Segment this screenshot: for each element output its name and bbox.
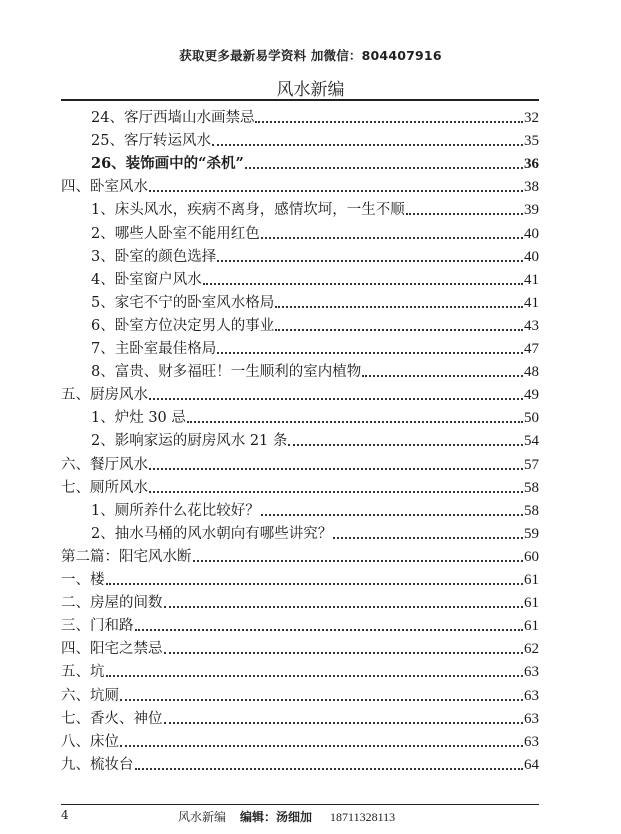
toc-entry-title: 1、床头风水，疾病不离身，感情坎坷，一生不顺 (91, 202, 405, 219)
toc-entry-title: 26、装饰画中的“杀机” (91, 155, 244, 173)
toc-entry-title: 25、客厅转运风水 (91, 133, 211, 150)
toc-dot-leader (406, 213, 523, 215)
toc-dot-leader (245, 167, 523, 169)
toc-entry-page: 58 (524, 479, 539, 496)
toc-dot-leader (106, 675, 524, 677)
promo-banner: 获取更多最新易学资料 加微信：804407916 (179, 48, 442, 63)
toc-dot-leader (135, 768, 524, 770)
toc-entry-title: 五、坑 (61, 664, 105, 681)
toc-dot-leader (149, 190, 523, 192)
toc-entry-title: 4、卧室窗户风水 (91, 271, 202, 288)
toc-entry-page: 39 (524, 202, 539, 219)
toc-entry (91, 429, 539, 453)
toc-entry (91, 222, 539, 246)
toc-dot-leader (212, 144, 523, 146)
toc-entry-title: 8、富贵、财多福旺！一生顺利的室内植物 (91, 364, 362, 381)
toc-entry-title: 三、门和路 (61, 618, 134, 635)
toc-entry-title: 四、卧室风水 (61, 179, 148, 196)
toc-entry-page: 54 (524, 433, 539, 450)
toc-dot-leader (261, 514, 523, 516)
toc-dot-leader (288, 444, 523, 446)
toc-entry-title: 3、卧室的颜色选择 (91, 248, 217, 265)
running-title: 风水新编 (276, 80, 345, 100)
toc-entry-title: 2、抽水马桶的风水朝向有哪些讲究？ (91, 525, 333, 542)
footer-page-number: 4 (61, 808, 69, 822)
toc-dot-leader (149, 491, 523, 493)
toc-entry-title: 24、客厅西墙山水画禁忌 (91, 110, 255, 126)
toc-dot-leader (255, 121, 523, 123)
toc-entry (91, 245, 539, 269)
toc-entry-page: 32 (524, 110, 539, 126)
toc-dot-leader (217, 352, 523, 354)
toc-entry-page: 35 (524, 133, 539, 150)
toc-entry (61, 707, 539, 731)
toc-entry-page: 36 (524, 156, 539, 173)
toc-dot-leader (164, 606, 524, 608)
footer-phone: 18711328113 (330, 810, 396, 824)
toc-entry-page: 50 (524, 410, 539, 427)
toc-entry-title: 第二篇：阳宅风水断 (61, 548, 192, 565)
header-rule (61, 99, 539, 101)
toc-entry-title: 六、坑厕 (61, 687, 119, 704)
toc-entry (61, 614, 539, 638)
page-footer (0, 808, 621, 828)
toc-entry-title: 六、餐厅风水 (61, 456, 148, 473)
toc-entry (61, 660, 539, 684)
toc-entry-title: 四、阳宅之禁忌 (61, 641, 163, 658)
toc-entry-page: 40 (524, 225, 539, 242)
toc-entry (61, 453, 539, 477)
footer-book-title: 风水新编 (178, 810, 227, 824)
toc-entry (61, 476, 539, 500)
toc-entry-title: 九、梳妆台 (61, 756, 134, 773)
toc-dot-leader (333, 537, 523, 539)
toc-entry (91, 129, 539, 153)
toc-dot-leader (217, 260, 523, 262)
toc-entry-page: 63 (524, 664, 539, 681)
toc-entry-page: 40 (524, 248, 539, 265)
toc-entry-title: 2、哪些人卧室不能用红色 (91, 225, 260, 242)
toc-entry-title: 五、厨房风水 (61, 387, 148, 404)
toc-entry-page: 48 (524, 364, 539, 381)
toc-entry-page: 63 (524, 710, 539, 727)
toc-entry (91, 406, 539, 430)
toc-entry (91, 106, 539, 130)
toc-entry-title: 一、楼 (61, 572, 105, 588)
toc-entry (61, 568, 539, 592)
toc-entry (91, 522, 539, 546)
toc-dot-leader (261, 237, 523, 239)
toc-entry (91, 152, 539, 176)
toc-entry-page: 57 (524, 456, 539, 473)
toc-dot-leader (120, 699, 523, 701)
toc-dot-leader (187, 421, 523, 423)
toc-dot-leader (275, 306, 523, 308)
toc-dot-leader (135, 629, 524, 631)
toc-entry-title: 5、家宅不宁的卧室风水格局 (91, 294, 275, 311)
toc-entry-page: 59 (524, 525, 539, 542)
toc-dot-leader (149, 468, 523, 470)
toc-entry (61, 753, 539, 777)
toc-dot-leader (106, 583, 524, 585)
toc-entry (91, 198, 539, 222)
toc-entry-page: 49 (524, 387, 539, 404)
toc-entry-title: 6、卧室方位决定男人的事业 (91, 317, 275, 334)
toc-dot-leader (362, 375, 523, 377)
toc-entry-title: 1、炉灶 30 忌 (91, 410, 186, 427)
toc-entry-page: 62 (524, 641, 539, 658)
toc-dot-leader (164, 652, 524, 654)
toc-dot-leader (120, 745, 523, 747)
toc-entry-page: 63 (524, 733, 539, 750)
toc-entry-page: 38 (524, 179, 539, 196)
toc-entry-page: 58 (524, 502, 539, 519)
toc-dot-leader (203, 283, 523, 285)
toc-entry-title: 七、厕所风水 (61, 479, 148, 496)
toc-entry-page: 43 (524, 317, 539, 334)
footer-editor: 编辑：汤细加 (240, 810, 313, 824)
footer-info (178, 808, 395, 825)
toc-entry (91, 314, 539, 338)
toc-entry-title: 1、厕所养什么花比较好？ (91, 502, 260, 519)
toc-entry (61, 545, 539, 569)
toc-entry (91, 360, 539, 384)
toc-dot-leader (149, 398, 523, 400)
toc-dot-leader (193, 560, 524, 562)
toc-entry-title: 7、主卧室最佳格局 (91, 341, 217, 357)
toc-dot-leader (275, 329, 523, 331)
toc-entry-page: 61 (524, 572, 539, 588)
toc-entry-page: 63 (524, 687, 539, 704)
toc-entry (61, 591, 539, 615)
footer-rule (61, 804, 539, 805)
toc-entry-page: 47 (524, 341, 539, 357)
toc-entry-page: 61 (524, 618, 539, 635)
toc-entry (61, 383, 539, 407)
toc-entry (91, 291, 539, 315)
toc-entry-page: 60 (524, 548, 539, 565)
toc-entry-page: 41 (524, 294, 539, 311)
toc-entry (61, 175, 539, 199)
toc-entry-title: 七、香火、神位 (61, 710, 163, 727)
toc-entry-page: 64 (524, 756, 539, 773)
toc-dot-leader (164, 722, 524, 724)
toc-entry (61, 684, 539, 708)
toc-entry-title: 2、影响家运的厨房风水 21 条 (91, 433, 288, 450)
toc-entry-page: 61 (524, 595, 539, 612)
toc-entry (61, 637, 539, 661)
toc-entry-page: 41 (524, 271, 539, 288)
toc-entry-title: 二、房屋的间数 (61, 595, 163, 612)
toc-entry (91, 499, 539, 523)
toc-entry (91, 268, 539, 292)
toc-entry (61, 730, 539, 754)
toc-entry-title: 八、床位 (61, 733, 119, 750)
toc-entry (91, 337, 539, 361)
